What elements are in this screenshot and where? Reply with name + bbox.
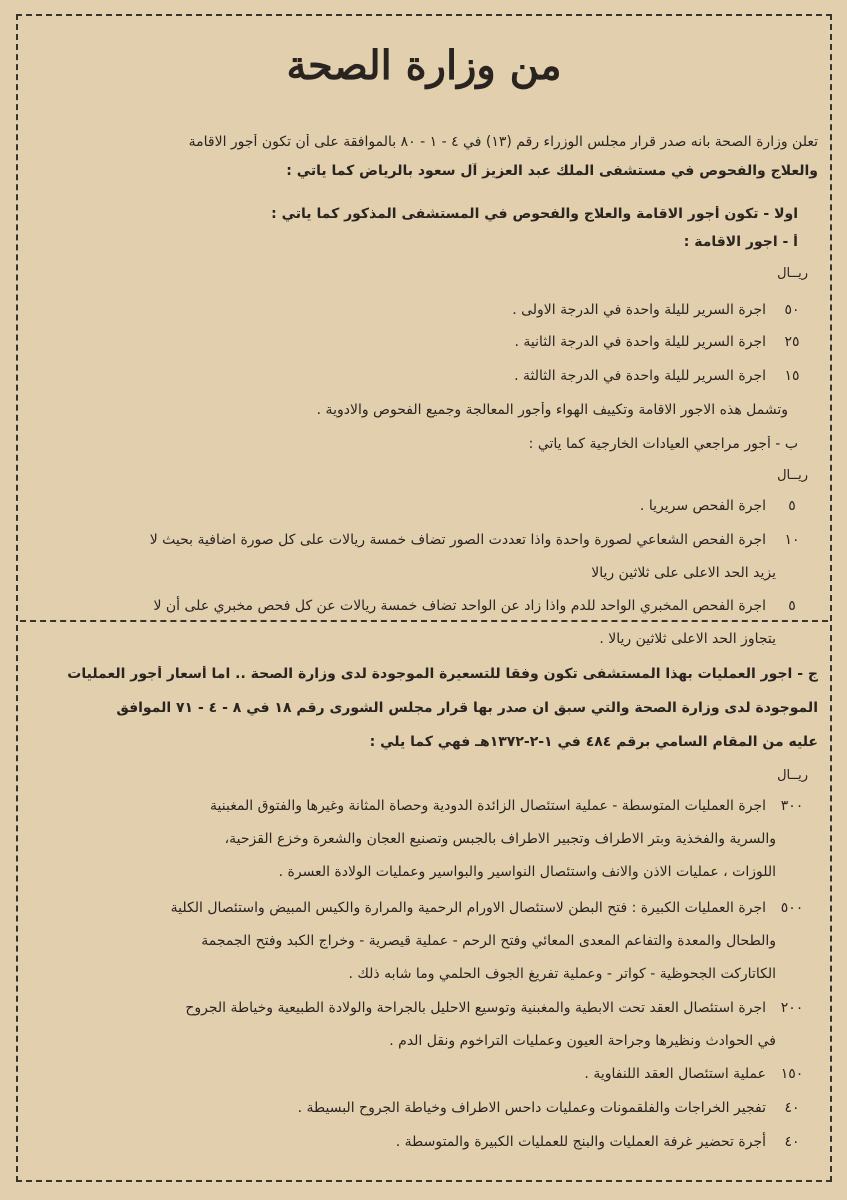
intro-line-1: تعلن وزارة الصحة بانه صدر قرار مجلس الوزراء رقم (١٣) في ٤ - ١ - ٨٠ بالموافقة على أن تكون أجور الاقامة — [188, 134, 818, 150]
operation-item-continued: الكاتاركت الجحوظية - كواتر - وعملية تفريغ الجوف الحلمي وما شابه ذلك . — [348, 966, 776, 982]
stay-note: وتشمل هذه الاجور الاقامة وتكييف الهواء وأجور المعالجة وجميع الفحوص والادوية . — [316, 402, 788, 418]
clinic-item-text: اجرة الفحص المخبري الواحد للدم واذا زاد عن الواحد تضاف خمسة ريالات عن كل فحص مخبري على أن لا — [153, 598, 766, 614]
operation-item-continued: والطحال والمعدة والتفاعم المعدى المعائي وفتح الرحم - عملية قيصرية - وخراج الكبد وفتح الجمجمة — [201, 933, 776, 949]
stay-item-value: ٢٥ — [784, 334, 800, 350]
operation-item-text: اجرة العمليات الكبيرة : فتح البطن لاستئصال الاورام الرحمية والمرارة والكيس المبيض واستئصال الكلية — [170, 900, 766, 916]
clinic-item-continued: يزيد الحد الاعلى على ثلاثين ريالا — [591, 565, 776, 581]
announcement — [20, 20, 828, 1180]
clinic-item-value: ٥ — [788, 498, 796, 514]
subsection-c-line-1: ج - اجور العمليات بهذا المستشفى تكون وفقا للتسعيرة الموجودة لدى وزارة الصحة .. اما أسعار أجور العمليات — [67, 666, 818, 682]
operation-item-value: ٣٠٠ — [780, 798, 804, 814]
clinic-item-value: ١٠ — [784, 532, 800, 548]
clinic-item-text: اجرة الفحص الشعاعي لصورة واحدة واذا تعددت الصور تضاف خمسة ريالات على كل صورة اضافية بحيث لا — [149, 532, 766, 548]
stay-item-text: اجرة السرير لليلة واحدة في الدرجة الثالثة . — [514, 368, 766, 384]
currency-label: ريــال — [777, 768, 808, 783]
operation-item-text: اجرة استئصال العقد تحت الابطية والمغبنية وتوسيع الاحليل بالجراحة والولادة الطبيعية وخياطة الجروح — [185, 1000, 766, 1016]
stay-item-value: ٥٠ — [784, 302, 800, 318]
operation-item-value: ١٥٠ — [780, 1066, 804, 1082]
operation-item-continued: في الحوادث ونظيرها وجراحة العيون وعمليات التراخوم ونقل الدم . — [389, 1033, 776, 1049]
subsection-a-heading: أ - اجور الاقامة : — [683, 234, 798, 250]
clinic-item-value: ٥ — [788, 598, 796, 614]
currency-label: ريــال — [777, 468, 808, 483]
operation-item-value: ٥٠٠ — [780, 900, 804, 916]
operation-item-continued: والسرية والفخذية وبتر الاطراف وتجبير الاطراف بالجبس وتصنيع العجان والشعرة وخزع القزحية، — [224, 831, 776, 847]
operation-item-value: ٤٠ — [784, 1100, 800, 1116]
operation-item-value: ٢٠٠ — [780, 1000, 804, 1016]
subsection-c-line-2: الموجودة لدى وزارة الصحة والتي سبق ان صدر بها قرار مجلس الشورى رقم ١٨ في ٨ - ٤ - ٧١ الموافق — [116, 700, 818, 716]
operation-item-text: أجرة تحضير غرفة العمليات والبنج للعمليات الكبيرة والمتوسطة . — [395, 1134, 766, 1150]
currency-label: ريــال — [777, 266, 808, 281]
operation-item-continued: اللوزات ، عمليات الاذن والانف واستئصال النواسير والبواسير وعمليات الولادة العسرة . — [278, 864, 776, 880]
subsection-c-line-3: عليه من المقام السامي برقم ٤٨٤ في ١-٢-١٣٧٢هـ فهي كما يلي : — [369, 734, 818, 750]
operation-item-text: تفجير الخراجات والفلقمونات وعمليات داحس الاطراف وخياطة الجروح البسيطة . — [297, 1100, 766, 1116]
page-title: من وزارة الصحة — [286, 42, 562, 89]
clinic-item-continued: يتجاوز الحد الاعلى ثلاثين ريالا . — [599, 631, 776, 647]
operation-item-value: ٤٠ — [784, 1134, 800, 1150]
subsection-b-heading: ب - أجور مراجعي العيادات الخارجية كما ياتي : — [528, 436, 798, 452]
section-first-heading: اولا - تكون أجور الاقامة والعلاج والفحوص في المستشفى المذكور كما ياتي : — [271, 206, 798, 222]
stay-item-text: اجرة السرير لليلة واحدة في الدرجة الاولى . — [512, 302, 766, 318]
clinic-item-text: اجرة الفحص سريريا . — [639, 498, 766, 514]
operation-item-text: اجرة العمليات المتوسطة - عملية استئصال الزائدة الدودية وحصاة المثانة وغيرها والفتوق المغبنية — [210, 798, 766, 814]
section-divider — [20, 620, 828, 622]
stay-item-value: ١٥ — [784, 368, 800, 384]
intro-line-2: والعلاج والفحوص في مستشفى الملك عبد العزيز آل سعود بالرياض كما ياتي : — [286, 163, 818, 179]
stay-item-text: اجرة السرير لليلة واحدة في الدرجة الثانية . — [514, 334, 766, 350]
operation-item-text: عملية استئصال العقد اللنفاوية . — [584, 1066, 766, 1082]
